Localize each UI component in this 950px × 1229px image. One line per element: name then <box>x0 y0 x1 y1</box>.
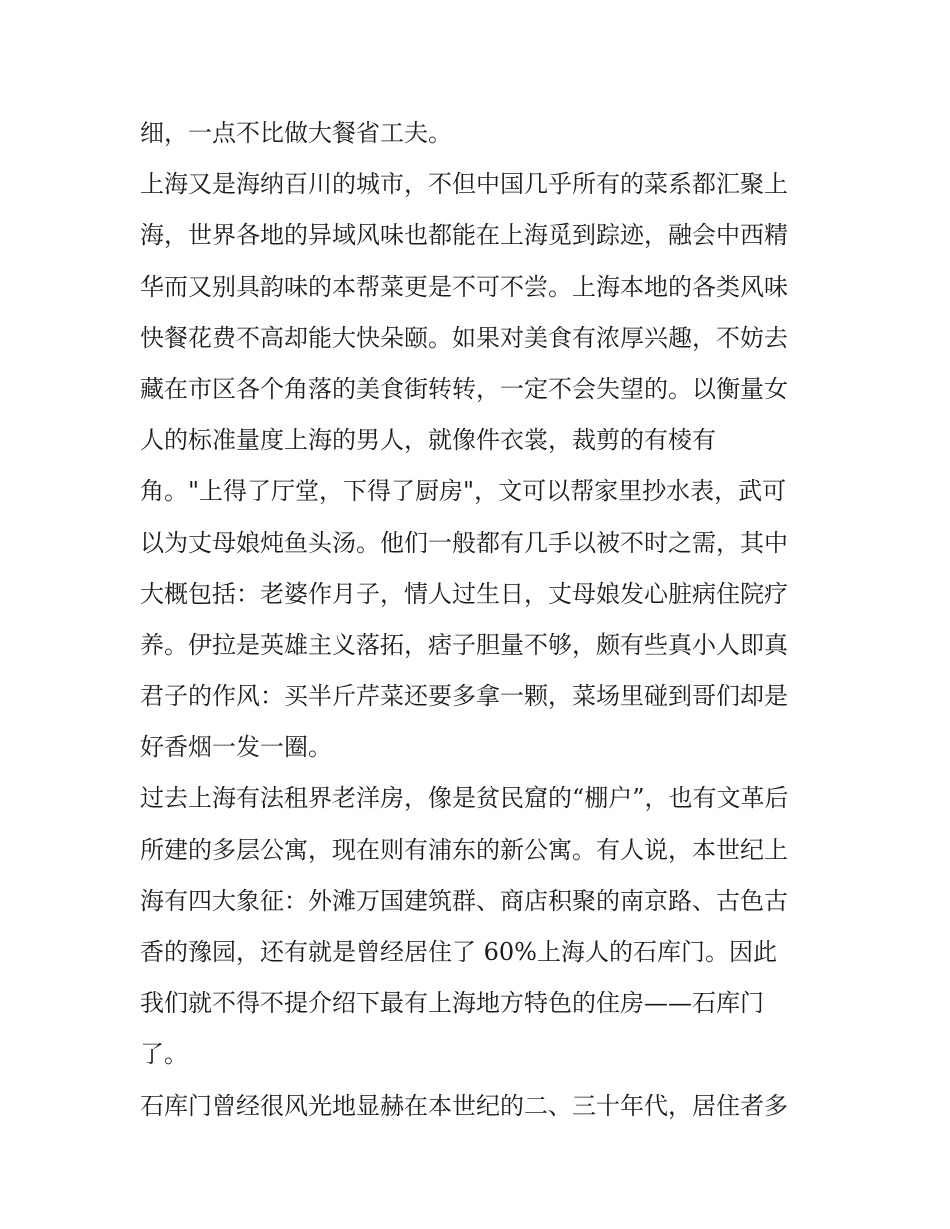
text-line: 君子的作风：买半斤芹菜还要多拿一颗，菜场里碰到哥们却是 <box>140 682 788 711</box>
text-line: 华而又别具韵味的本帮菜更是不可不尝。上海本地的各类风味 <box>140 272 788 301</box>
text-line: 人的标准量度上海的男人，就像件衣裳，裁剪的有棱有 <box>140 426 716 455</box>
text-line: 石库门曾经很风光地显赫在本世纪的二、三十年代，居住者多 <box>140 1091 788 1120</box>
text-line: 所建的多层公寓，现在则有浦东的新公寓。有人说，本世纪上 <box>140 835 788 864</box>
body-text <box>140 108 820 1132</box>
text-line: 藏在市区各个角落的美食街转转，一定不会失望的。以衡量女 <box>140 374 788 403</box>
text-line: 大概包括：老婆作月子，情人过生日，丈母娘发心脏病住院疗 <box>140 579 788 608</box>
text-line: 香的豫园，还有就是曾经居住了 60%上海人的石库门。因此 <box>140 938 777 966</box>
text-line: 角。"上得了厅堂，下得了厨房"，文可以帮家里抄水表，武可 <box>140 477 787 506</box>
text-line: 以为丈母娘炖鱼头汤。他们一般都有几手以被不时之需，其中 <box>140 528 788 557</box>
text-line: 快餐花费不高却能大快朵颐。如果对美食有浓厚兴趣，不妨去 <box>140 323 788 352</box>
text-line: 海有四大象征：外滩万国建筑群、商店积聚的南京路、古色古 <box>140 886 788 915</box>
text-line: 我们就不得不提介绍下最有上海地方特色的住房——石库门 <box>140 989 764 1018</box>
text-line: 好香烟一发一圈。 <box>140 733 332 762</box>
text-line: 过去上海有法租界老洋房，像是贫民窟的“棚户”，也有文革后 <box>140 784 789 813</box>
text-line: 细，一点不比做大餐省工夫。 <box>140 119 452 147</box>
text-line: 养。伊拉是英雄主义落拓，痞子胆量不够，颇有些真小人即真 <box>140 630 788 659</box>
text-line: 了。 <box>140 1040 188 1069</box>
text-line: 上海又是海纳百川的城市，不但中国几乎所有的菜系都汇聚上 <box>140 170 788 199</box>
text-line: 海，世界各地的异域风味也都能在上海觅到踪迹，融会中西精 <box>140 221 788 250</box>
